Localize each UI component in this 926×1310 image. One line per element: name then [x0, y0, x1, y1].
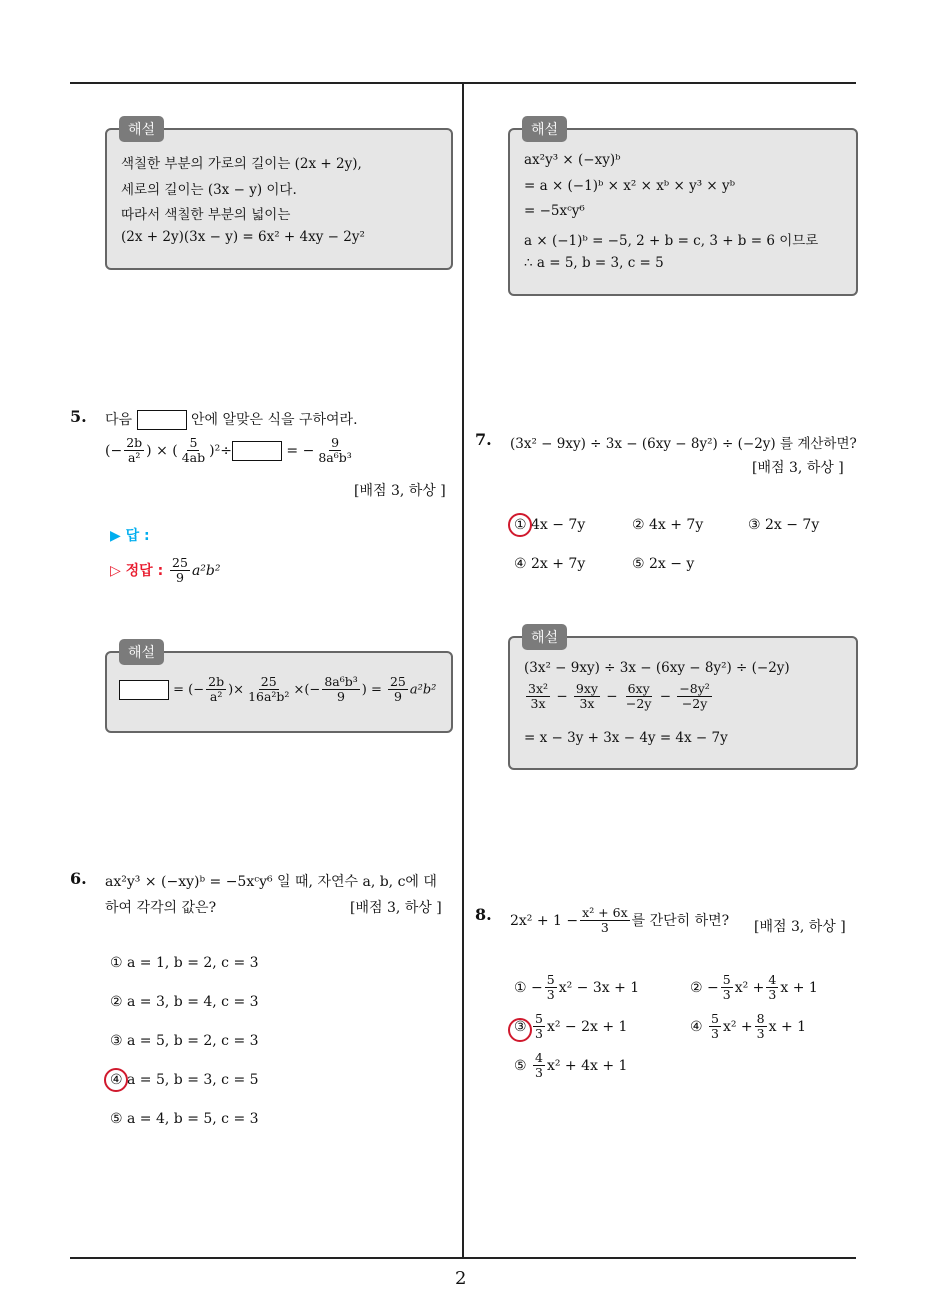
frac-den: 8a⁶b³	[318, 450, 352, 466]
q5-expr-part: (−	[105, 442, 123, 459]
q8-choice-1[interactable]	[514, 973, 639, 1003]
q7-answer-circle	[508, 513, 532, 537]
sol-fraction	[322, 675, 359, 705]
sol-part: a²b²	[409, 682, 437, 698]
q6-line-2: 하여 각각의 값은?	[105, 900, 217, 916]
frac-den: a²	[209, 689, 223, 705]
q5-fraction-1	[124, 436, 144, 466]
frac-den: 9	[337, 689, 345, 705]
choice-fraction	[533, 1012, 545, 1042]
q7-choice-4[interactable]: ④ 2x + 7y	[514, 556, 586, 572]
frac-den: 3	[711, 1026, 719, 1042]
choice-prefix: ④	[690, 1018, 708, 1035]
q5-correct-answer	[110, 556, 221, 586]
q6-solution-line-3: = −5xᶜy⁶	[524, 203, 585, 219]
q4-solution-line-1: 색칠한 부분의 가로의 길이는 (2x + 2y),	[121, 156, 362, 172]
q5-answer-label: ▶ 답 :	[110, 528, 150, 544]
q5-expression	[105, 436, 356, 466]
q4-solution-line-3: 따라서 색칠한 부분의 넓이는	[121, 207, 291, 223]
frac-num: 25	[260, 674, 277, 689]
q6-line-1: ax²y³ × (−xy)ᵇ = −5xᶜy⁶ 일 때, 자연수 a, b, c에 대	[105, 874, 437, 890]
q5-score: [배점 3, 하상 ]	[354, 483, 446, 499]
column-divider	[462, 82, 464, 1258]
minus-sign: −	[659, 688, 672, 705]
bottom-rule	[70, 1257, 856, 1259]
q6-solution-box	[508, 122, 858, 296]
q7-choice-2[interactable]: ② 4x + 7y	[632, 517, 704, 533]
choice-fraction	[545, 973, 557, 1003]
q5-expr-part: = −	[281, 442, 315, 459]
q7-number: 7.	[475, 430, 492, 449]
frac-num: 5	[535, 1011, 543, 1026]
choice-tail: x² − 2x + 1	[546, 1018, 628, 1035]
solution-tag: 해설	[522, 624, 567, 650]
q5-answer-blank	[232, 441, 282, 461]
solution-tag: 해설	[119, 116, 164, 142]
frac-den: 3	[535, 1026, 543, 1042]
choice-tail: x + 1	[780, 979, 818, 996]
choice-fraction	[766, 973, 778, 1003]
q5-correct-fraction	[170, 556, 190, 586]
q5-solution-line	[119, 675, 436, 705]
q6-choice-2[interactable]: ② a = 3, b = 4, c = 3	[110, 994, 259, 1010]
q6-score: [배점 3, 하상 ]	[350, 900, 442, 916]
frac-num: 4	[768, 972, 777, 987]
frac-den: 3	[756, 1026, 765, 1042]
frac-num: −8y²	[679, 681, 710, 696]
frac-den: 9	[176, 570, 184, 586]
choice-prefix: ⑤	[514, 1057, 532, 1074]
frac-den: 3	[722, 987, 731, 1003]
sol-part: = (−	[169, 682, 205, 698]
choice-tail: x² + 4x + 1	[546, 1057, 628, 1074]
q5-prompt-a: 다음	[105, 412, 133, 428]
q6-choice-4[interactable]: ④ a = 5, b = 3, c = 5	[110, 1072, 259, 1088]
q7-solution-line-1: (3x² − 9xy) ÷ 3x − (6xy − 8y²) ÷ (−2y)	[524, 660, 790, 676]
choice-mid: x² +	[722, 1018, 753, 1035]
sol-part: ) =	[361, 682, 386, 698]
q6-choice-5[interactable]: ⑤ a = 4, b = 5, c = 3	[110, 1111, 259, 1127]
frac-num: x² + 6x	[582, 905, 628, 920]
sol-fraction	[574, 682, 600, 712]
q4-solution-line-2: 세로의 길이는 (3x − y) 이다.	[121, 182, 297, 198]
q8-score: [배점 3, 하상 ]	[754, 919, 846, 935]
choice-fraction	[533, 1051, 545, 1081]
q7-solution-box	[508, 630, 858, 770]
q6-choice-1[interactable]: ① a = 1, b = 2, c = 3	[110, 955, 259, 971]
choice-tail: x + 1	[768, 1018, 807, 1035]
frac-den: 3x	[579, 696, 595, 712]
sol-part: ×(−	[293, 682, 321, 698]
q8-prompt-fraction	[580, 906, 629, 936]
frac-den: 3	[768, 987, 777, 1003]
frac-num: 9	[331, 435, 340, 450]
frac-den: −2y	[625, 696, 652, 712]
frac-num: 5	[711, 1011, 719, 1026]
q7-score: [배점 3, 하상 ]	[752, 460, 844, 476]
q7-prompt: (3x² − 9xy) ÷ 3x − (6xy − 8y²) ÷ (−2y) 를 계산하면?	[510, 436, 857, 452]
q6-solution-line-5: ∴ a = 5, b = 3, c = 5	[524, 255, 664, 271]
q5-correct-label: ▷ 정답 :	[110, 562, 164, 579]
frac-num: 9xy	[575, 681, 598, 696]
q7-choice-5[interactable]: ⑤ 2x − y	[632, 556, 695, 572]
sol-fraction	[624, 682, 654, 712]
q8-number: 8.	[475, 905, 492, 924]
frac-den: 3x	[530, 696, 546, 712]
choice-prefix: ② −	[690, 979, 719, 996]
q7-solution-line-3: = x − 3y + 3x − 4y = 4x − 7y	[524, 730, 728, 746]
choice-prefix: ① −	[514, 979, 543, 996]
sol-fraction	[526, 682, 550, 712]
q5-prompt	[105, 409, 358, 430]
frac-num: 2b	[126, 435, 143, 450]
q5-number: 5.	[70, 407, 87, 426]
q6-choice-3[interactable]: ③ a = 5, b = 2, c = 3	[110, 1033, 259, 1049]
minus-sign: −	[606, 688, 618, 705]
q6-solution-line-1: ax²y³ × (−xy)ᵇ	[524, 152, 621, 168]
frac-num: 4	[535, 1050, 543, 1065]
solution-tag: 해설	[119, 639, 164, 665]
choice-fraction	[709, 1012, 721, 1042]
choice-fraction	[755, 1012, 767, 1042]
sol-fraction	[677, 682, 712, 712]
frac-num: 25	[389, 674, 406, 689]
frac-den: 4ab	[181, 450, 206, 466]
choice-tail: x² − 3x + 1	[558, 979, 640, 996]
q8-prompt	[510, 906, 729, 936]
frac-num: 6xy	[627, 681, 650, 696]
frac-num: 5	[722, 972, 731, 987]
q6-solution-line-4: a × (−1)ᵇ = −5, 2 + b = c, 3 + b = 6 이므로	[524, 233, 819, 249]
solution-tag: 해설	[522, 116, 567, 142]
sol-fraction	[206, 675, 226, 705]
q8-choice-4[interactable]	[690, 1012, 806, 1042]
frac-den: 9	[393, 689, 402, 705]
sol-part: )×	[228, 682, 245, 698]
q6-answer-circle	[104, 1068, 128, 1092]
q5-prompt-blank	[137, 410, 187, 430]
q4-solution-line-4: (2x + 2y)(3x − y) = 6x² + 4xy − 2y²	[121, 229, 365, 245]
q5-solution-box	[105, 645, 453, 733]
q5-solution-blank	[119, 680, 169, 700]
frac-den: a²	[127, 450, 141, 466]
frac-num: 3x²	[528, 681, 549, 696]
q5-expr-part: ) × (	[146, 442, 178, 459]
q7-solution-line-2	[524, 682, 714, 712]
q7-choice-3[interactable]: ③ 2x − 7y	[748, 517, 820, 533]
q6-number: 6.	[70, 869, 87, 888]
minus-sign: −	[556, 688, 568, 705]
frac-den: 3	[535, 1065, 543, 1081]
q4-solution-box	[105, 122, 453, 270]
frac-num: 5	[189, 435, 198, 450]
q5-fraction-3	[316, 436, 353, 466]
frac-num: 25	[172, 555, 188, 570]
q5-fraction-2	[180, 436, 207, 466]
q8-choice-2[interactable]	[690, 973, 818, 1003]
frac-den: 16a²b²	[248, 689, 290, 705]
choice-prefix: ③	[514, 1018, 532, 1035]
q7-choice-1[interactable]: ① 4x − 7y	[514, 517, 586, 533]
sol-fraction	[246, 675, 291, 705]
q8-answer-circle	[508, 1018, 532, 1042]
q8-prompt-a: 2x² + 1 −	[510, 912, 579, 929]
frac-den: 3	[600, 920, 609, 936]
frac-num: 8a⁶b³	[324, 674, 358, 689]
q5-prompt-b: 안에 알맞은 식을 구하여라.	[190, 412, 358, 428]
q6-solution-line-2: = a × (−1)ᵇ × x² × xᵇ × y³ × yᵇ	[524, 178, 736, 194]
frac-den: −2y	[681, 696, 708, 712]
q5-expr-part: )²÷	[209, 442, 232, 459]
sol-fraction	[388, 675, 408, 705]
page-number: 2	[455, 1268, 467, 1289]
q5-correct-tail: a²b²	[191, 562, 221, 579]
q8-prompt-b: 를 간단히 하면?	[631, 912, 730, 929]
frac-num: 2b	[208, 674, 225, 689]
frac-num: 8	[756, 1011, 765, 1026]
choice-fraction	[721, 973, 733, 1003]
frac-den: 3	[546, 987, 555, 1003]
q8-choice-5[interactable]	[514, 1051, 627, 1081]
frac-num: 5	[546, 972, 555, 987]
choice-mid: x² +	[734, 979, 765, 996]
